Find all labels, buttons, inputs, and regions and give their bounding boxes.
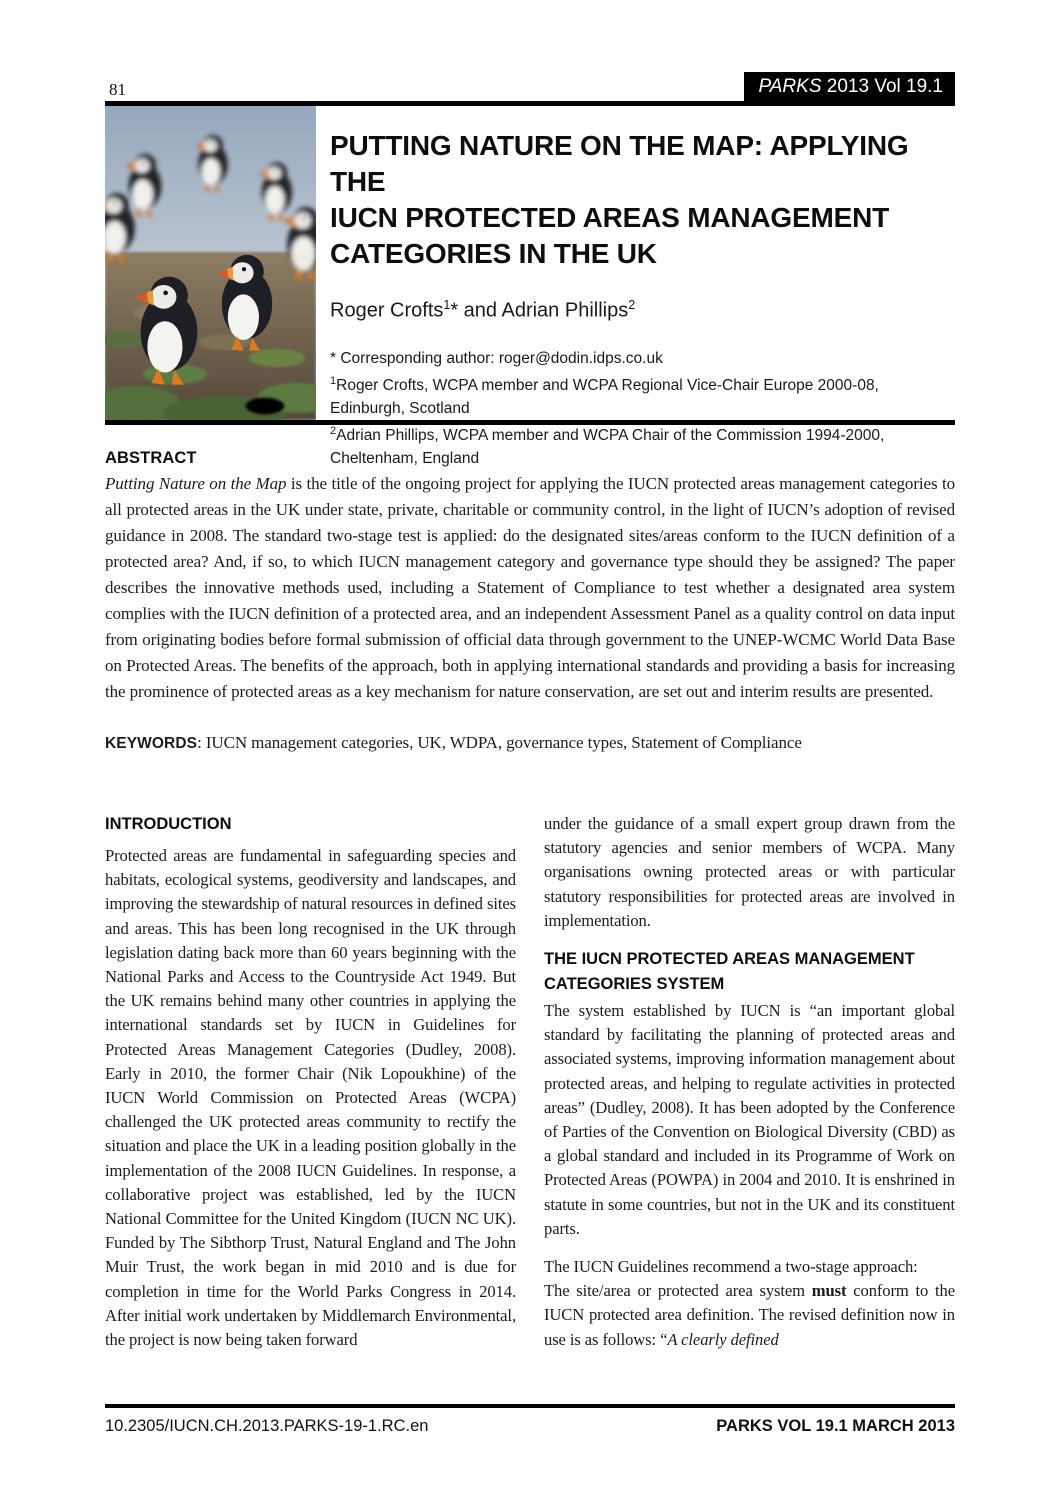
paper-title-line-3: CATEGORIES IN THE UK: [330, 238, 657, 269]
corresponding-author-note: * Corresponding author: roger@dodin.idps.co.uk: [330, 349, 663, 367]
affiliation-1-mark: 1: [330, 375, 337, 388]
authors-line: [330, 298, 955, 323]
categories-system-paragraph: The system established by IUCN is “an important global standard by facilitating the planning of protected areas and associated systems, improving information management about protected areas, and helping to regulate activities in protected areas” (Dudley, 2008). It has been adopted by the Conference of Parties of the Convention on Biological Diversity (CBD) as a global standard and included in its Programme of Work on Protected Areas (POWPA) in 2004 and 2010. It is enshrined in statute in some countries, but not in the UK and its constituent parts.: [544, 1001, 955, 1238]
abstract-body-text: is the title of the ongoing project for applying the IUCN protected areas management categories to all protected areas in the UK under state, private, charitable or community control, in the light of IUCN’s adoption of revised guidance in 2008. The standard two-stage test is applied: do the designated sites/areas conform to the IUCN definition of a protected area? And, if so, to which IUCN management category and governance type should they be assigned? The paper describes the innovative methods used, including a Statement of Compliance to test whether a designated area system complies with the IUCN definition of a protected area, and an independent Assessment Panel as a quality control on data input from originating bodies before formal submission of official data through government to the UNEP-WCMC World Data Base on Protected Areas. The benefits of the approach, both in applying international standards and providing a basis for increasing the prominence of protected areas as a key mechanism for nature conservation, are set out and interim results are presented.: [105, 474, 955, 701]
two-stage-definition-start: A clearly defined: [667, 1329, 779, 1349]
body-columns: [105, 812, 955, 1394]
affiliation-note-1: [330, 370, 955, 420]
affiliation-1-text: Roger Crofts, WCPA member and WCPA Regional Vice-Chair Europe 2000-08, Edinburgh, Scotland: [330, 377, 879, 417]
two-stage-intro: The IUCN Guidelines recommend a two-stage approach:: [544, 1257, 918, 1277]
keywords-text: : IUCN management categories, UK, WDPA, governance types, Statement of Compliance: [197, 733, 802, 752]
author-2-affiliation-mark: 2: [628, 298, 636, 312]
two-stage-pre: The site/area or protected area system: [544, 1281, 812, 1301]
introduction-paragraph: Protected areas are fundamental in safeguarding species and habitats, ecological systems, geodiversity and landscapes, and improving the stewardship of natural resources in defined sites and areas. This has been long recognised in the UK through legislation dating back more than 60 years beginning with the National Parks and Access to the Countryside Act 1949. But the UK remains behind many other countries in applying the international standards set by IUCN in Guidelines for Protected Areas Management Categories (Dudley, 2008). Early in 2010, the former Chair (Nik Lopoukhine) of the IUCN World Commission on Protected Areas (WCPA) challenged the UK protected areas community to rectify the situation and place the UK in a leading position globally in the implementation of the 2008 IUCN Guidelines. In response, a collaborative project was established, led by the IUCN National Committee for the United Kingdom (IUCN NC UK). Funded by The Sibthorp Trust, Natural England and The John Muir Trust, the work began in mid 2010 and is due for completion in time for the World Parks Congress in 2014. After initial work undertaken by Middlemarch Environmental, the project is now being taken forward: [105, 846, 516, 1350]
two-stage-must: must: [811, 1281, 847, 1301]
puffins-photo: [105, 106, 316, 420]
affiliation-2-text: Adrian Phillips, WCPA member and WCPA Chair of the Commission 1994-2000, Cheltenham, England: [330, 427, 885, 467]
affiliation-2-mark: 2: [330, 425, 337, 438]
author-1: Roger Crofts: [330, 299, 444, 322]
journal-badge-name: PARKS: [758, 76, 822, 97]
left-column: [105, 812, 516, 1394]
author-separator: * and Adrian Phillips: [450, 299, 629, 322]
paper-title-line-1: PUTTING NATURE ON THE MAP: APPLYING THE: [330, 130, 909, 197]
puffins-photo-art: [105, 106, 316, 420]
keywords-line: [105, 730, 955, 757]
abstract-project-name: Putting Nature on the Map: [105, 474, 287, 493]
abstract-section: [105, 449, 955, 757]
keywords-label: KEYWORDS: [105, 735, 198, 752]
journal-badge: [744, 72, 955, 101]
doi-text: 10.2305/IUCN.CH.2013.PARKS-19-1.RC.en: [105, 1417, 429, 1435]
author-1-affiliation-mark: 1: [443, 298, 451, 312]
footer-issue-text: PARKS VOL 19.1 MARCH 2013: [716, 1417, 955, 1435]
abstract-paragraph: [105, 471, 955, 705]
two-stage-mid: conform to the IUCN protected area definition. The revised definition now in use is as follows: “: [544, 1281, 955, 1349]
paper-title-line-2: IUCN PROTECTED AREAS MANAGEMENT: [330, 202, 889, 233]
page-footer: [105, 1404, 955, 1436]
journal-badge-issue: 2013 Vol 19.1: [821, 76, 943, 97]
categories-system-heading: THE IUCN PROTECTED AREAS MANAGEMENT CATEGORIES SYSTEM: [544, 950, 915, 994]
abstract-heading: ABSTRACT: [105, 449, 197, 467]
title-authors: [316, 106, 955, 467]
page-number: 81: [109, 80, 126, 99]
introduction-heading: INTRODUCTION: [105, 815, 232, 833]
right-column: [544, 812, 955, 1394]
two-stage-paragraph: [544, 1255, 955, 1352]
paper-title: [330, 128, 955, 272]
introduction-continuation-paragraph: under the guidance of a small expert group drawn from the statutory agencies and senior members of WCPA. Many organisations owning protected areas or with particular statutory responsibilities for protected areas are involved in implementation.: [544, 814, 955, 930]
page-header: [105, 70, 955, 106]
